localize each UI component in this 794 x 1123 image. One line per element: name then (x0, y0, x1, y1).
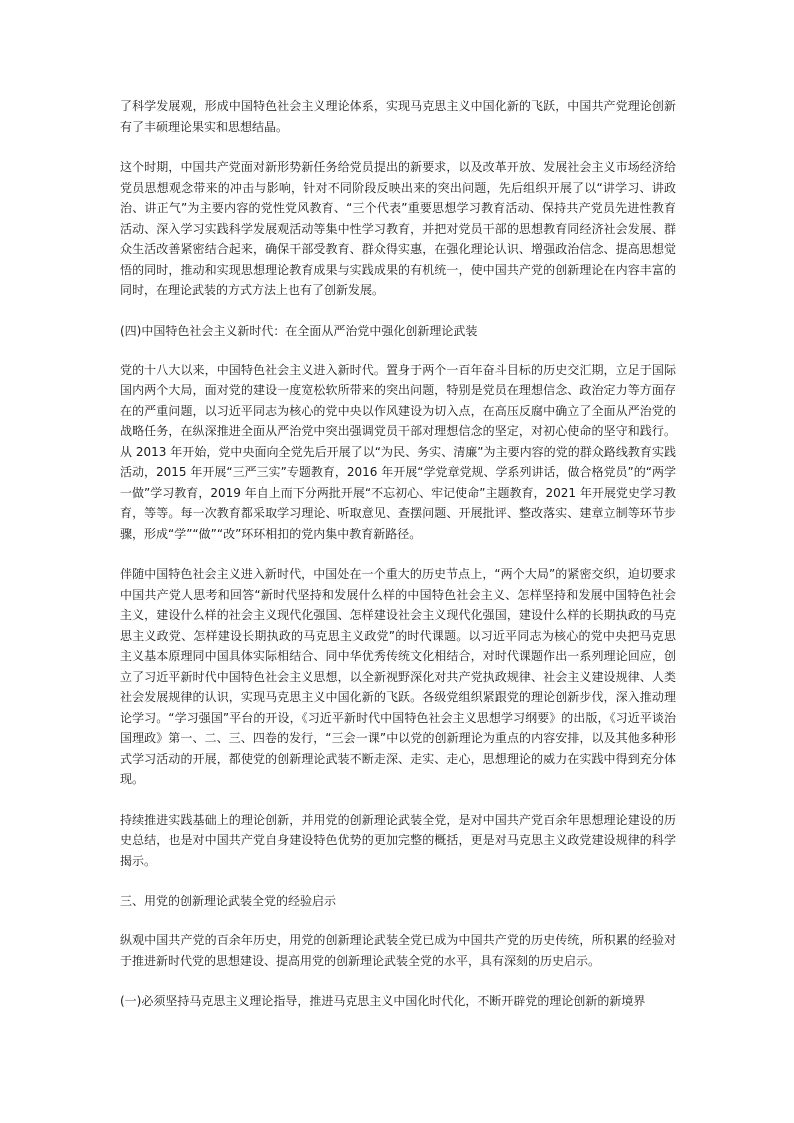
section-heading-experience: 三、用党的创新理论武装全党的经验启示 (120, 894, 337, 908)
subsection-heading-marxism-guidance: (一)必须坚持马克思主义理论指导，推进马克思主义中国化时代化，不断开辟党的理论创新的新境界 (120, 994, 646, 1008)
paragraph-reform-era-education: 这个时期，中国共产党面对新形势新任务给党员提出的新要求，以及改革开放、发展社会主义市场经济给党员思想观念带来的冲击与影响，针对不同阶段反映出来的突出问题，先后组织开展了以“讲学习、讲政治、讲正气”为主要内容的党性党风教育、“三个代表”重要思想学习教育活动、保持共产党员先进性教育活动、深入学习实践科学发展观活动等集中性学习教育，并把对党员干部的思想教育同经济社会发展、群众生活改善紧密结合起来，确保干部受教育、群众得实惠，在强化理论认识、增强政治信念、提高思想觉悟的同时，推动和实现思想理论教育成果与实践成果的有机统一，使中国共产党的创新理论在内容丰富的同时，在理论武装的方式方法上也有了创新发展。 (120, 160, 676, 297)
paragraph-xi-thought: 伴随中国特色社会主义进入新时代，中国处在一个重大的历史节点上，“两个大局”的紧密交织，迫切要求中国共产党人思考和回答“新时代坚持和发展什么样的中国特色社会主义、怎样坚持和发展中国特色社会主义，建设什么样的社会主义现代化强国、怎样建设社会主义现代化强国，建设什么样的长期执政的马克思主义政党、怎样建设长期执政的马克思主义政党”的时代课题。以习近平同志为核心的党中央把马克思主义基本原理同中国具体实际相结合、同中华优秀传统文化相结合，对时代课题作出一系列理论回应，创立了习近平新时代中国特色社会主义思想，以全新视野深化对共产党执政规律、社会主义建设规律、人类社会发展规律的认识，实现马克思主义中国化新的飞跃。各级党组织紧跟党的理论创新步伐，深入推动理论学习。“学习强国”平台的开设，《习近平新时代中国特色社会主义思想学习纲要》的出版，《习近平谈治国理政》第一、二、三、四卷的发行，“三会一课”中以党的创新理论为重点的内容安排，以及其他多种形式学习活动的开展，都使党的创新理论武装不断走深、走实、走心，思想理论的威力在实践中得到充分体现。 (120, 567, 676, 786)
paragraph-18th-congress: 党的十八大以来，中国特色社会主义进入新时代。置身于两个一百年奋斗目标的历史交汇期，立足于国际国内两个大局，面对党的建设一度宽松软所带来的突出问题，特别是党员在理想信念、政治定力等方面存在的严重问题，以习近平同志为核心的党中央以作风建设为切入点，在高压反腐中确立了全面从严治党的战略任务，在纵深推进全面从严治党中突出强调党员干部对理想信念的坚定，对初心使命的坚守和践行。从 2013 年开始，党中央面向全党先后开展了以“为民、务实、清廉”为主要内容的党的群众路线教育实践活动，2015 年开展“三严三实”专题教育，2016 年开展“学党章党规、学系列讲话，做合格党员”的“两学一做”学习教育，2019 年自上而下分两批开展“不忘初心、牢记使命”主题教育，2021 年开展党史学习教育，等等。每一次教育都采取学习理论、听取意见、查摆问题、开展批评、整改落实、建章立制等环节步骤，形成“学”“做”“改”环环相扣的党内集中教育新路径。 (120, 362, 676, 541)
section-heading-new-era: (四)中国特色社会主义新时代：在全面从严治党中强化创新理论武装 (120, 323, 478, 338)
paragraph-summary: 持续推进实践基础上的理论创新，并用党的创新理论武装全党，是对中国共产党百余年思想理论建设的历史总结，也是对中国共产党自身建设特色优势的更加完整的概括，更是对马克思主义政党建设规律的科学揭示。 (120, 812, 676, 868)
paragraph-century-history: 纵观中国共产党的百余年历史，用党的创新理论武装全党已成为中国共产党的历史传统，所积累的经验对于推进新时代党的思想建设、提高用党的创新理论武装全党的水平，具有深刻的历史启示。 (120, 933, 676, 968)
paragraph-theory-system-conclusion: 了科学发展观，形成中国特色社会主义理论体系，实现马克思主义中国化新的飞跃，中国共产党理论创新有了丰硕理论果实和思想结晶。 (120, 99, 676, 134)
